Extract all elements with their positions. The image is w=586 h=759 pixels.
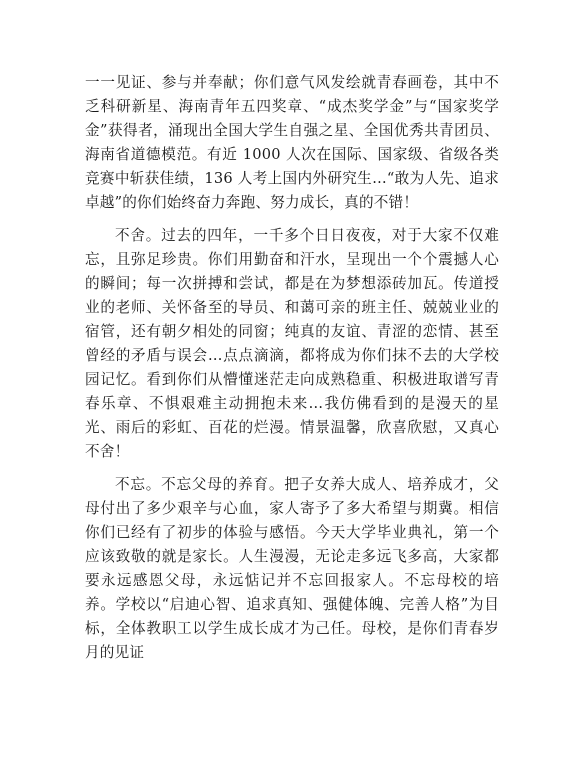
paragraph-bu-she: 不舍。过去的四年，一千多个日日夜夜，对于大家不仅难忘，且弥足珍贵。你们用勤奋和汗水，呈现出一个个震撼人心的瞬间；每一次拼搏和尝试，都是在为梦想添砖加瓦。传道授业的老师、关怀备至的导员、和蔼可亲的班主任、兢兢业业的宿管，还有朝夕相处的同窗；纯真的友谊、青涩的恋情、甚至曾经的矛盾与误会…点点滴滴，都将成为你们抹不去的大学校园记忆。看到你们从懵懂迷茫走向成熟稳重、积极进取谱写青春乐章、不惧艰难主动拥抱未来…我仿佛看到的是漫天的星光、雨后的彩虹、百花的烂漫。情景温馨，欣喜欣慰，又真心不舍！ xyxy=(85,227,499,460)
paragraph-continuation: 一一见证、参与并奉献；你们意气风发绘就青春画卷，其中不乏科研新星、海南青年五四奖章、“成杰奖学金”与“国家奖学金”获得者，涌现出全国大学生自强之星、全国优秀共青团员、海南省道德模范。有近 1000 人次在国际、国家级、省级各类竞赛中斩获佳绩，136 人考上国内外研究生…“敢为人先、追求卓越”的你们始终奋力奔跑、努力成长，真的不错！ xyxy=(85,74,499,211)
document-body xyxy=(85,71,499,665)
paragraph-bu-wang: 不忘。不忘父母的养育。把子女养大成人、培养成才，父母付出了多少艰辛与心血，家人寄予了多大希望与期冀。相信你们已经有了初步的体验与感悟。今天大学毕业典礼，第一个应该致敬的就是家长。人生漫漫，无论走多远飞多高，大家都要永远感恩父母，永远惦记并不忘回报家人。不忘母校的培养。学校以“启迪心智、追求真知、强健体魄、完善人格”为目标，全体教职工以学生成长成才为己任。母校，是你们青春岁月的见证 xyxy=(85,476,499,661)
